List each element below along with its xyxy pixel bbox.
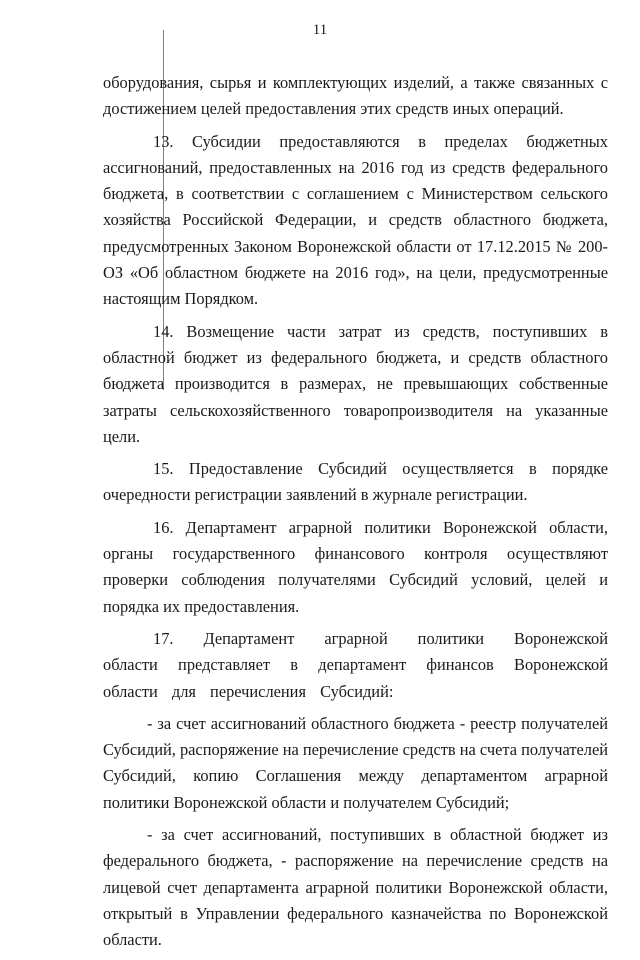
- list-item-regional-budget: - за счет ассигнований областного бюджета - реестр получателей Субсидий, распоряжение на перечисление средств на счета получателей Субсидий, копию Соглашения между департаментом аграрной политики Воронежской области и получателем Субсидий;: [103, 713, 608, 812]
- paragraph-17: 17. Департамент аграрной политики Воронежской области представляет в департамент финансов Воронежской области для перечисления Субсидий:: [103, 628, 608, 701]
- paragraph-16: 16. Департамент аграрной политики Воронежской области, органы государственного финансового контроля осуществляют проверки соблюдения получателями Субсидий условий, целей и порядка их предоставления.: [103, 517, 608, 616]
- page-number: 11: [312, 22, 328, 38]
- document-body: [103, 70, 608, 960]
- paragraph-13: 13. Субсидии предоставляются в пределах бюджетных ассигнований, предоставленных на 2016 год из средств федерального бюджета, в соответствии с соглашением с Министерством сельского хозяйства Российской Федерации, и средств областного бюджета, предусмотренных Законом Воронежской области от 17.12.2015 № 200-ОЗ «Об областном бюджете на 2016 год», на цели, предусмотренные настоящим Порядком.: [103, 131, 608, 309]
- paragraph-14: 14. Возмещение части затрат из средств, поступивших в областной бюджет из федерального бюджета, и средств областного бюджета производится в размерах, не превышающих собственные затраты сельскохозяйственного товаропроизводителя на указанные цели.: [103, 321, 608, 446]
- paragraph-continuation: оборудования, сырья и комплектующих изделий, а также связанных с достижением целей предоставления этих средств иных операций.: [103, 73, 608, 119]
- paragraph-15: 15. Предоставление Субсидий осуществляется в порядке очередности регистрации заявлений в журнале регистрации.: [103, 459, 608, 505]
- list-item-federal-budget: - за счет ассигнований, поступивших в областной бюджет из федерального бюджета, - распоряжение на перечисление средств на лицевой счет департамента аграрной политики Воронежской области, открытый в Управлении федерального казначейства по Воронежской области.: [103, 825, 608, 950]
